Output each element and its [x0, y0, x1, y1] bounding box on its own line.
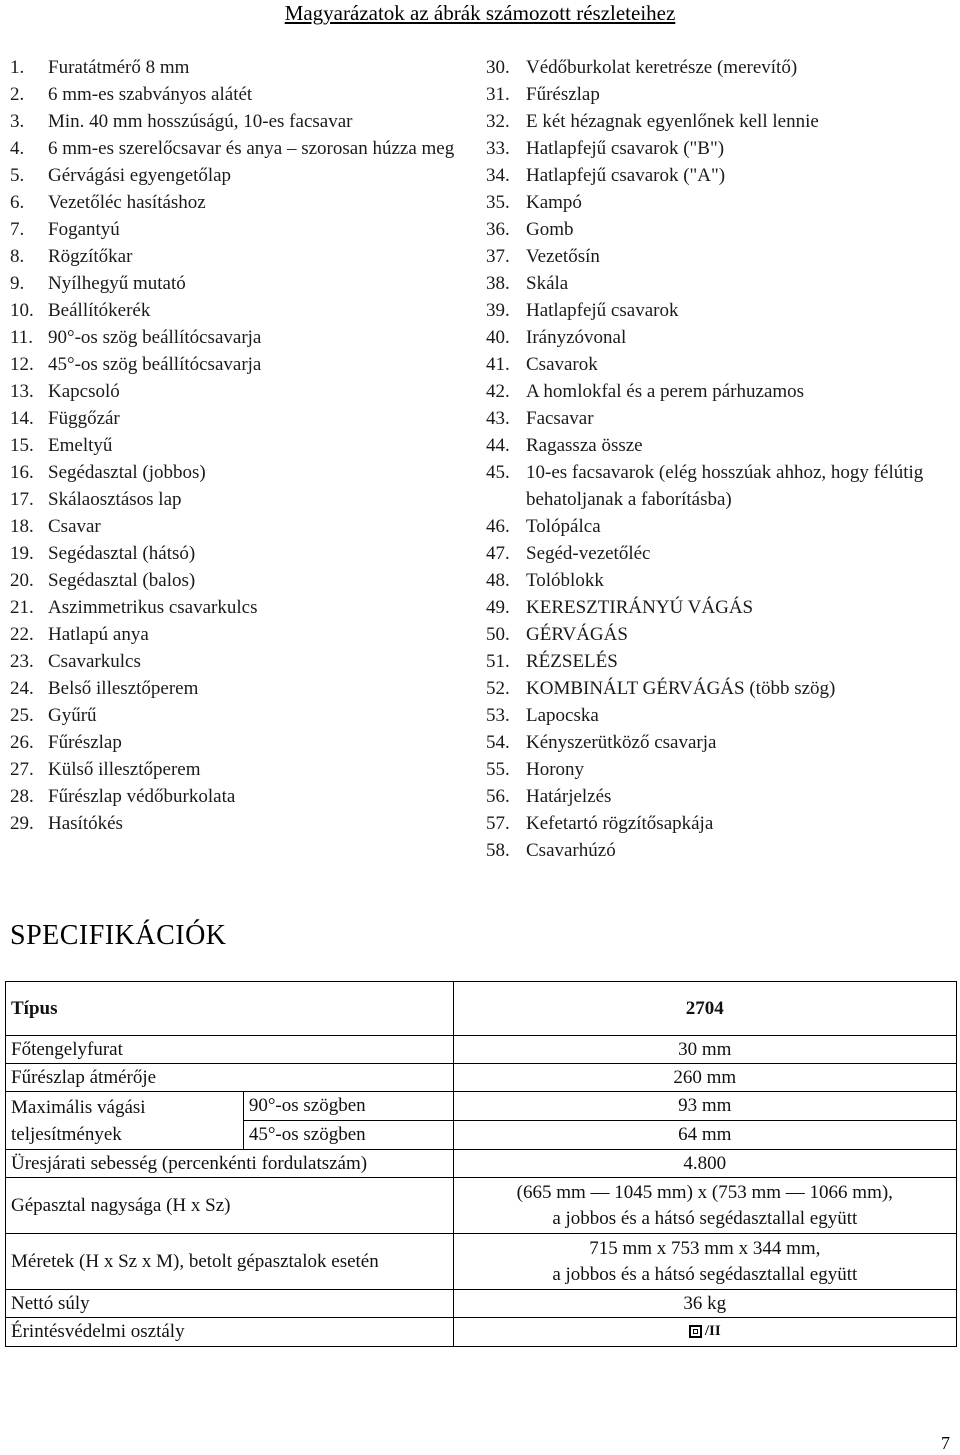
- legend-number: 50.: [486, 624, 510, 645]
- legend-item: [486, 324, 956, 351]
- legend-number: 7.: [10, 219, 25, 240]
- legend-number: 37.: [486, 246, 510, 267]
- legend-number: 4.: [10, 138, 25, 159]
- legend-number: 35.: [486, 192, 510, 213]
- spec-row-safety-class: [6, 1318, 957, 1347]
- legend-text: Skálaosztásos lap: [48, 489, 182, 510]
- cut-90-label: 90°-os szögben: [243, 1092, 453, 1121]
- legend-text: Hatlapú anya: [48, 624, 149, 645]
- legend-item: [486, 351, 956, 378]
- legend-item: [10, 297, 465, 324]
- legend-text: Aszimmetrikus csavarkulcs: [48, 597, 258, 618]
- legend-text: Külső illesztőperem: [48, 759, 201, 780]
- legend-item: [10, 351, 465, 378]
- legend-item: [486, 378, 956, 405]
- legend-number: 54.: [486, 732, 510, 753]
- protection-class-ii-icon: [689, 1318, 721, 1344]
- legend-number: 58.: [486, 840, 510, 861]
- legend-text: Határjelzés: [526, 786, 612, 807]
- table-size-label: Gépasztal nagysága (H x Sz): [6, 1178, 454, 1234]
- legend-item: [10, 108, 465, 135]
- legend-item: [486, 459, 956, 513]
- legend-number: 46.: [486, 516, 510, 537]
- legend-number: 23.: [10, 651, 34, 672]
- legend-text: Emeltyű: [48, 435, 113, 456]
- legend-item: [486, 108, 956, 135]
- legend-number: 38.: [486, 273, 510, 294]
- spec-row-speed: [6, 1150, 957, 1178]
- legend-number: 9.: [10, 273, 25, 294]
- legend-number: 14.: [10, 408, 34, 429]
- blade-value: 260 mm: [453, 1064, 956, 1092]
- dimensions-value-line-1: 715 mm x 753 mm x 344 mm,: [589, 1237, 821, 1259]
- legend-text: Segéd-vezetőléc: [526, 543, 651, 564]
- legend-number: 5.: [10, 165, 25, 186]
- legend-text: Vezetősín: [526, 246, 600, 267]
- legend-item: [486, 540, 956, 567]
- legend-number: 40.: [486, 327, 510, 348]
- legend-item: [10, 135, 465, 162]
- legend-number: 22.: [10, 624, 34, 645]
- table-size-value: [453, 1178, 956, 1234]
- legend-text: 10-es facsavarok (elég hosszúak ahhoz, hogy félútig behatoljanak a faborításba): [526, 462, 924, 510]
- safety-class-label: Érintésvédelmi osztály: [6, 1318, 454, 1347]
- legend-text: KOMBINÁLT GÉRVÁGÁS (több szög): [526, 678, 836, 699]
- legend-item: [486, 405, 956, 432]
- legend-text: Irányzóvonal: [526, 327, 627, 348]
- dimensions-value-line-2: a jobbos és a hátsó segédasztallal együtt: [552, 1263, 858, 1285]
- legend-item: [486, 594, 956, 621]
- weight-label: Nettó súly: [6, 1290, 454, 1318]
- legend-item: [486, 756, 956, 783]
- legend-number: 11.: [10, 327, 34, 348]
- legend-item: [10, 405, 465, 432]
- legend-number: 33.: [486, 138, 510, 159]
- legend-text: Kényszerütköző csavarja: [526, 732, 717, 753]
- legend-number: 47.: [486, 543, 510, 564]
- legend-number: 18.: [10, 516, 34, 537]
- legend-text: Horony: [526, 759, 585, 780]
- legend-item: [10, 81, 465, 108]
- cut-90-value: 93 mm: [453, 1092, 956, 1121]
- model-value: 2704: [453, 982, 956, 1036]
- legend-item: [10, 729, 465, 756]
- legend-item: [10, 540, 465, 567]
- specifications-table: [5, 981, 957, 1347]
- legend-item: [10, 243, 465, 270]
- legend-item: [10, 783, 465, 810]
- legend-number: 57.: [486, 813, 510, 834]
- legend-number: 2.: [10, 84, 25, 105]
- legend-text: Védőburkolat keretrésze (merevítő): [526, 57, 798, 78]
- max-cut-label: Maximális vágási teljesítmények: [6, 1092, 244, 1150]
- legend-text: E két hézagnak egyenlőnek kell lennie: [526, 111, 819, 132]
- legend-item: [10, 675, 465, 702]
- spec-row-cut-90: [6, 1092, 957, 1121]
- legend-number: 12.: [10, 354, 34, 375]
- legend-item: [486, 648, 956, 675]
- legend-number: 41.: [486, 354, 510, 375]
- legend-number: 53.: [486, 705, 510, 726]
- page-number: 7: [941, 1433, 950, 1453]
- legend-number: 48.: [486, 570, 510, 591]
- double-square-icon: [689, 1325, 702, 1338]
- spec-row-table-size: [6, 1178, 957, 1234]
- legend-list-right: [486, 54, 956, 864]
- legend-number: 49.: [486, 597, 510, 618]
- legend-text: Hatlapfejű csavarok ("B"): [526, 138, 725, 159]
- legend-text: Fogantyú: [48, 219, 120, 240]
- legend-item: [10, 486, 465, 513]
- spec-row-blade: [6, 1064, 957, 1092]
- legend-number: 20.: [10, 570, 34, 591]
- legend-item: [10, 459, 465, 486]
- legend-item: [486, 783, 956, 810]
- legend-text: Fűrészlap: [48, 732, 122, 753]
- legend-number: 36.: [486, 219, 510, 240]
- legend-text: A homlokfal és a perem párhuzamos: [526, 381, 805, 402]
- cut-45-label: 45°-os szögben: [243, 1121, 453, 1150]
- legend-number: 29.: [10, 813, 34, 834]
- legend-number: 3.: [10, 111, 25, 132]
- legend-text: Segédasztal (balos): [48, 570, 196, 591]
- legend-number: 27.: [10, 759, 34, 780]
- legend-text: Fűrészlap: [526, 84, 600, 105]
- legend-text: Tolóblokk: [526, 570, 604, 591]
- legend-number: 34.: [486, 165, 510, 186]
- legend-text: Facsavar: [526, 408, 594, 429]
- legend-text: Gyűrű: [48, 705, 97, 726]
- legend-text: Tolópálca: [526, 516, 601, 537]
- legend-item: [486, 189, 956, 216]
- cut-45-value: 64 mm: [453, 1121, 956, 1150]
- legend-number: 31.: [486, 84, 510, 105]
- legend-text: Furatátmérő 8 mm: [48, 57, 190, 78]
- legend-number: 32.: [486, 111, 510, 132]
- legend-text: 6 mm-es szabványos alátét: [48, 84, 253, 105]
- legend-item: [10, 621, 465, 648]
- legend-text: Hatlapfejű csavarok: [526, 300, 679, 321]
- legend-text: Gérvágási egyengetőlap: [48, 165, 232, 186]
- safety-class-value: [453, 1318, 956, 1347]
- legend-text: Belső illesztőperem: [48, 678, 199, 699]
- legend-item: [10, 648, 465, 675]
- legend-text: 6 mm-es szerelőcsavar és anya – szorosan húzza meg: [48, 138, 455, 159]
- specifications-heading: SPECIFIKÁCIÓK: [10, 920, 227, 951]
- legend-number: 25.: [10, 705, 34, 726]
- legend-item: [10, 189, 465, 216]
- legend-number: 1.: [10, 57, 25, 78]
- legend-item: [10, 432, 465, 459]
- legend-number: 16.: [10, 462, 34, 483]
- legend-number: 55.: [486, 759, 510, 780]
- legend-text: 90°-os szög beállítócsavarja: [48, 327, 262, 348]
- legend-text: Csavarok: [526, 354, 598, 375]
- legend-text: Függőzár: [48, 408, 120, 429]
- legend-item: [486, 297, 956, 324]
- legend-list-left: [10, 54, 465, 837]
- legend-item: [486, 270, 956, 297]
- legend-item: [10, 567, 465, 594]
- blade-label: Fűrészlap átmérője: [6, 1064, 454, 1092]
- legend-text: Rögzítőkar: [48, 246, 133, 267]
- legend-number: 21.: [10, 597, 34, 618]
- legend-item: [486, 729, 956, 756]
- table-size-value-line-1: (665 mm — 1045 mm) x (753 mm — 1066 mm),: [516, 1181, 893, 1203]
- legend-text: KERESZTIRÁNYÚ VÁGÁS: [526, 597, 754, 618]
- legend-text: Beállítókerék: [48, 300, 151, 321]
- model-label: Típus: [6, 982, 454, 1036]
- legend-number: 10.: [10, 300, 34, 321]
- legend-number: 43.: [486, 408, 510, 429]
- legend-text: Vezetőléc hasításhoz: [48, 192, 206, 213]
- spec-row-arbor: [6, 1036, 957, 1064]
- legend-text: Hatlapfejű csavarok ("A"): [526, 165, 726, 186]
- legend-text: Segédasztal (hátsó): [48, 543, 196, 564]
- legend-item: [486, 837, 956, 864]
- legend-number: 24.: [10, 678, 34, 699]
- legend-number: 17.: [10, 489, 34, 510]
- legend-number: 56.: [486, 786, 510, 807]
- legend-item: [486, 243, 956, 270]
- legend-item: [486, 702, 956, 729]
- spec-row-dimensions: [6, 1234, 957, 1290]
- legend-item: [486, 81, 956, 108]
- legend-text: RÉZSELÉS: [526, 651, 618, 672]
- legend-text: GÉRVÁGÁS: [526, 624, 628, 645]
- legend-item: [486, 567, 956, 594]
- weight-value: 36 kg: [453, 1290, 956, 1318]
- legend-item: [10, 756, 465, 783]
- legend-number: 19.: [10, 543, 34, 564]
- table-size-value-line-2: a jobbos és a hátsó segédasztallal együtt: [552, 1207, 858, 1229]
- legend-item: [10, 594, 465, 621]
- legend-item: [486, 432, 956, 459]
- legend-text: Csavarkulcs: [48, 651, 141, 672]
- legend-text: Kapcsoló: [48, 381, 120, 402]
- legend-text: Kampó: [526, 192, 582, 213]
- legend-item: [10, 513, 465, 540]
- legend-item: [10, 324, 465, 351]
- speed-label: Üresjárati sebesség (percenkénti fordulatszám): [6, 1150, 454, 1178]
- legend-text: 45°-os szög beállítócsavarja: [48, 354, 262, 375]
- spec-row-model: [6, 982, 957, 1036]
- dimensions-value: [453, 1234, 956, 1290]
- legend-text: Nyílhegyű mutató: [48, 273, 186, 294]
- speed-value: 4.800: [453, 1150, 956, 1178]
- legend-item: [486, 162, 956, 189]
- legend-text: Lapocska: [526, 705, 599, 726]
- legend-number: 15.: [10, 435, 34, 456]
- legend-item: [486, 621, 956, 648]
- legend-number: 45.: [486, 462, 510, 483]
- legend-number: 42.: [486, 381, 510, 402]
- page-title: Magyarázatok az ábrák számozott részleteihez: [284, 1, 676, 25]
- legend-text: Csavarhúzó: [526, 840, 616, 861]
- legend-text: Ragassza össze: [526, 435, 643, 456]
- arbor-value: 30 mm: [453, 1036, 956, 1064]
- legend-item: [10, 216, 465, 243]
- legend-number: 44.: [486, 435, 510, 456]
- legend-text: Kefetartó rögzítősapkája: [526, 813, 714, 834]
- legend-item: [486, 54, 956, 81]
- legend-number: 26.: [10, 732, 34, 753]
- dimensions-label: Méretek (H x Sz x M), betolt gépasztalok esetén: [6, 1234, 454, 1290]
- legend-number: 8.: [10, 246, 25, 267]
- legend-text: Hasítókés: [48, 813, 123, 834]
- legend-number: 28.: [10, 786, 34, 807]
- legend-item: [10, 54, 465, 81]
- legend-number: 52.: [486, 678, 510, 699]
- legend-item: [10, 270, 465, 297]
- legend-text: Csavar: [48, 516, 101, 537]
- safety-class-text: /II: [704, 1323, 721, 1339]
- legend-text: Fűrészlap védőburkolata: [48, 786, 236, 807]
- legend-number: 39.: [486, 300, 510, 321]
- legend-item: [486, 810, 956, 837]
- legend-text: Skála: [526, 273, 569, 294]
- legend-item: [10, 702, 465, 729]
- legend-item: [10, 162, 465, 189]
- legend-item: [486, 675, 956, 702]
- legend-item: [10, 378, 465, 405]
- legend-item: [10, 810, 465, 837]
- legend-item: [486, 216, 956, 243]
- legend-text: Segédasztal (jobbos): [48, 462, 206, 483]
- legend-item: [486, 135, 956, 162]
- legend-text: Min. 40 mm hosszúságú, 10-es facsavar: [48, 111, 353, 132]
- legend-item: [486, 513, 956, 540]
- legend-number: 51.: [486, 651, 510, 672]
- legend-text: Gomb: [526, 219, 574, 240]
- legend-number: 30.: [486, 57, 510, 78]
- legend-number: 6.: [10, 192, 25, 213]
- legend-number: 13.: [10, 381, 34, 402]
- spec-row-weight: [6, 1290, 957, 1318]
- arbor-label: Főtengelyfurat: [6, 1036, 454, 1064]
